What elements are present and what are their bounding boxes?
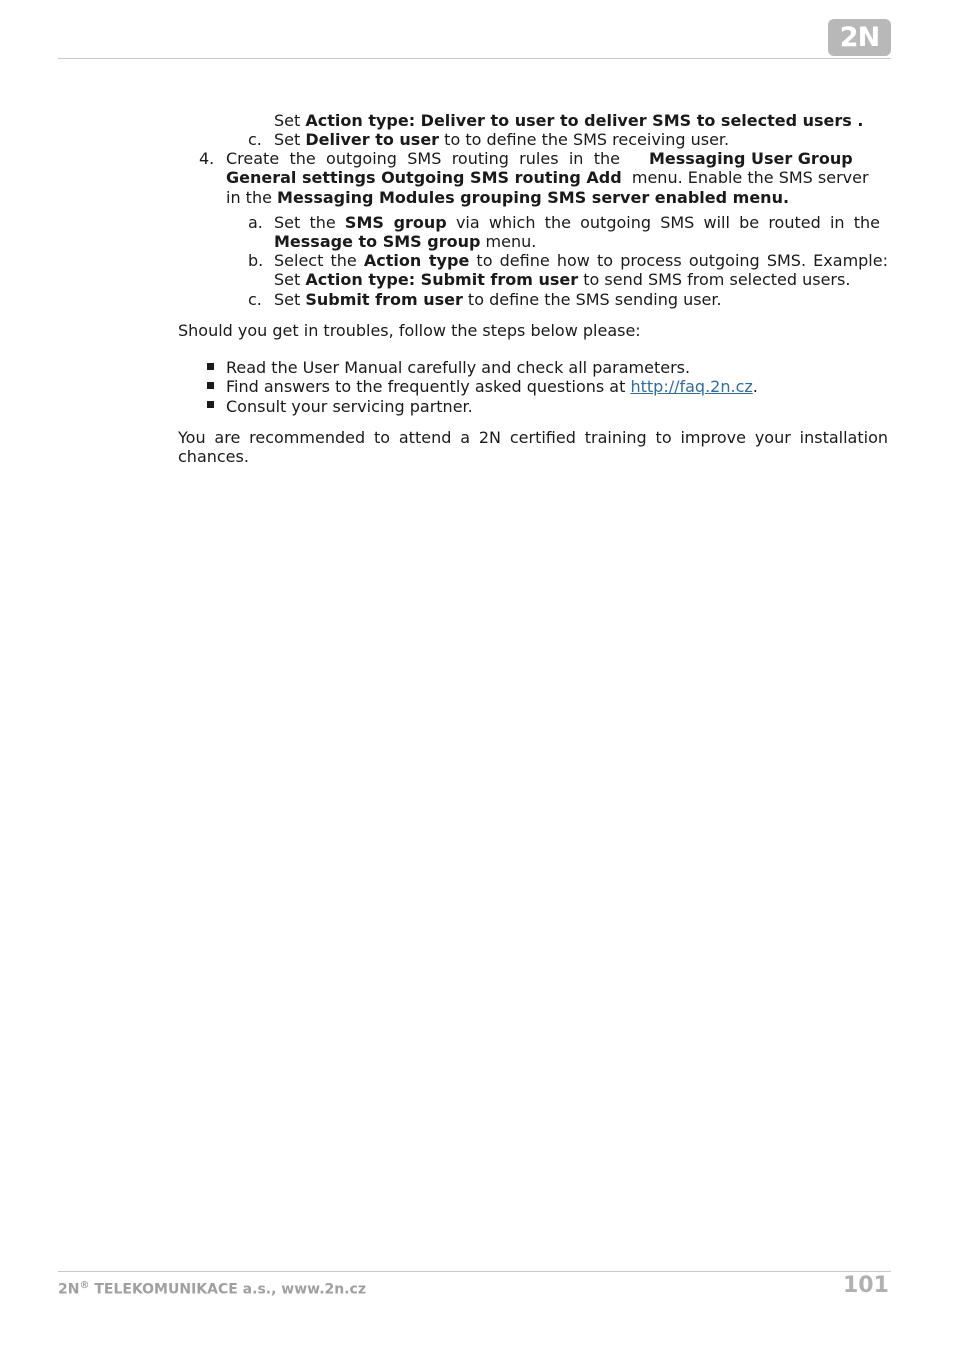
- header-divider: [58, 58, 891, 59]
- substep-c-line: Set Submit from user to define the SMS sending user.: [274, 290, 722, 309]
- bullet-item-3: Consult your servicing partner.: [226, 397, 473, 416]
- substep-b-line-2: Set Action type: Submit from user to send SMS from selected users.: [274, 270, 851, 289]
- bullet-square-icon: [207, 363, 214, 370]
- prev-step-tail: Set Action type: Deliver to user to deliver SMS to selected users .: [274, 111, 864, 130]
- prev-substep-c-marker: c.: [248, 130, 262, 149]
- bullet-square-icon: [207, 401, 214, 408]
- bullet-square-icon: [207, 382, 214, 389]
- substep-a-line-1: Set the SMS group via which the outgoing SMS will be routed in the: [274, 213, 880, 232]
- substep-a-line-2: Message to SMS group menu.: [274, 232, 537, 251]
- faq-link[interactable]: http://faq.2n.cz: [630, 377, 753, 396]
- step-4-marker: 4.: [199, 149, 215, 168]
- step-4-line-2: General settings Outgoing SMS routing Add menu. Enable the SMS server: [226, 168, 869, 187]
- footer-company: 2N® TELEKOMUNIKACE a.s., www.2n.cz: [58, 1280, 366, 1298]
- troubles-intro: Should you get in troubles, follow the steps below please:: [178, 321, 641, 340]
- prev-substep-c: Set Deliver to user to to define the SMS receiving user.: [274, 130, 730, 149]
- closing-line-2: chances.: [178, 447, 249, 466]
- page-number: 101: [843, 1273, 889, 1298]
- substep-b-marker: b.: [248, 251, 264, 270]
- closing-line-1: You are recommended to attend a 2N certified training to improve your installation: [178, 428, 888, 447]
- bullet-item-2: Find answers to the frequently asked questions at http://faq.2n.cz.: [226, 377, 758, 396]
- step-4-line-1: Create the outgoing SMS routing rules in the Messaging User Group: [226, 149, 853, 168]
- brand-logo: 2N: [828, 19, 891, 56]
- bullet-item-1: Read the User Manual carefully and check all parameters.: [226, 358, 691, 377]
- substep-b-line-1: Select the Action type to define how to process outgoing SMS. Example:: [274, 251, 888, 270]
- substep-c-marker: c.: [248, 290, 262, 309]
- footer-divider: [58, 1271, 891, 1272]
- step-4-line-3: in the Messaging Modules grouping SMS server enabled menu.: [226, 188, 790, 207]
- substep-a-marker: a.: [248, 213, 263, 232]
